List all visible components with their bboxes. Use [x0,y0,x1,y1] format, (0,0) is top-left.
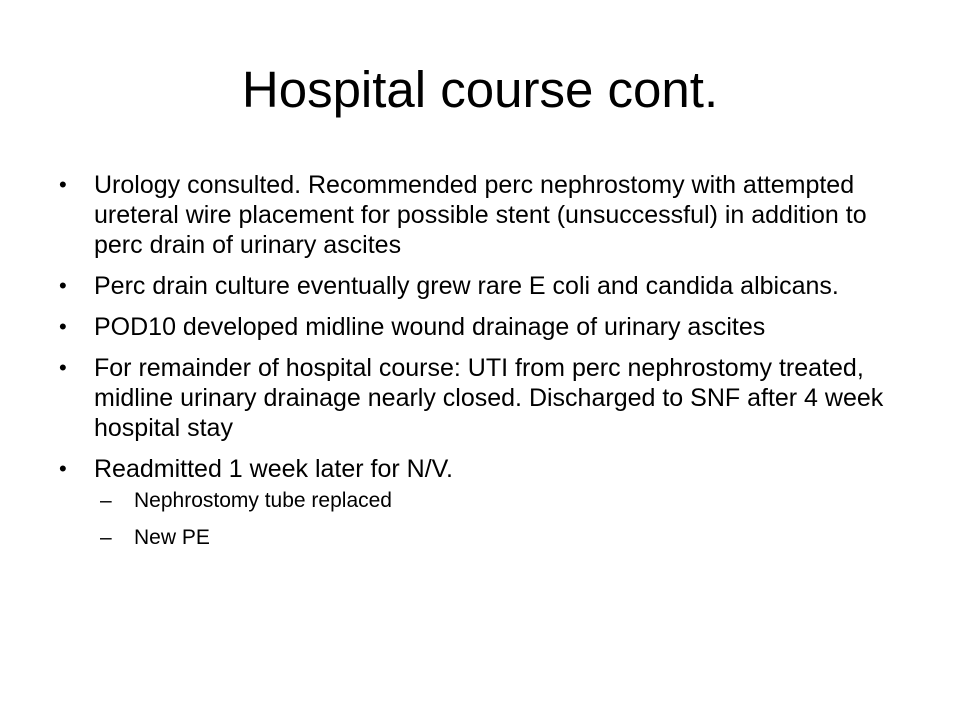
bullet-marker: • [59,314,67,339]
bullet-text: POD10 developed midline wound drainage of urinary ascites [94,313,766,341]
sub-bullet-item [58,525,908,550]
sub-bullet-list [94,488,908,550]
dash-marker: – [100,526,112,549]
bullet-text: Perc drain culture eventually grew rare E coli and candida albicans. [94,272,839,300]
bullet-item [58,353,908,443]
bullet-marker: • [59,456,67,481]
sub-bullet-text: New PE [134,526,210,549]
bullet-item [58,454,908,550]
bullet-list [58,170,908,562]
bullet-marker: • [59,355,67,380]
bullet-item [58,271,908,301]
bullet-text: Readmitted 1 week later for N/V. [94,455,453,483]
dash-marker: – [100,489,112,512]
sub-bullet-item [58,488,908,513]
bullet-item [58,170,908,260]
bullet-text: For remainder of hospital course: UTI from perc nephrostomy treated, midline urinary drainage nearly closed. Discharged to SNF after 4 week hospital stay [94,354,884,442]
bullet-marker: • [59,273,67,298]
slide-title: Hospital course cont. [241,61,719,118]
bullet-text: Urology consulted. Recommended perc nephrostomy with attempted ureteral wire placement for possible stent (unsuccessful) in addition to perc drain of urinary ascites [94,171,867,259]
sub-bullet-text: Nephrostomy tube replaced [134,489,392,512]
bullet-marker: • [59,172,67,197]
bullet-item [58,312,908,342]
